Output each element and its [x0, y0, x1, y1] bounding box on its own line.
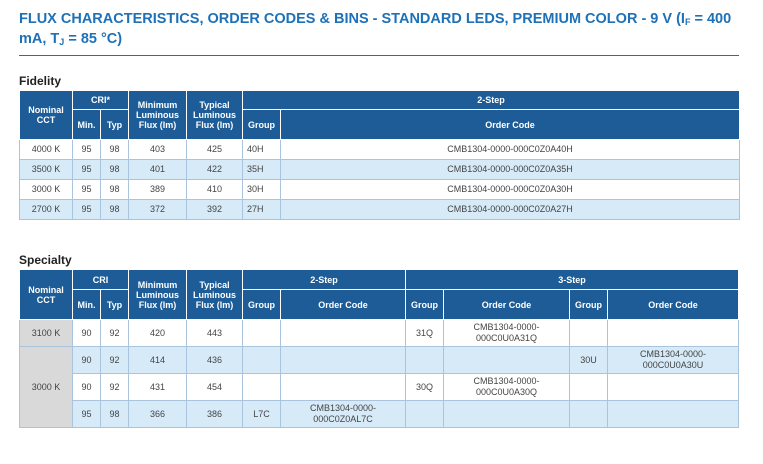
cct-cell: 3000 K — [20, 180, 73, 200]
group-3step-a-cell: 31Q — [406, 320, 444, 347]
col-group-3step-a: Group — [406, 290, 444, 320]
group-3step-b-cell — [570, 401, 608, 428]
group-2step-cell — [243, 374, 281, 401]
group-3step-a-cell — [406, 401, 444, 428]
typ-flux-cell: 422 — [187, 160, 243, 180]
col-order-code-3step-b: Order Code — [608, 290, 739, 320]
order-code-cell: CMB1304-0000-000C0Z0A35H — [281, 160, 740, 180]
min-flux-cell: 389 — [129, 180, 187, 200]
col-nominal-cct: Nominal CCT — [20, 91, 73, 140]
typ-flux-cell: 454 — [187, 374, 243, 401]
group-3step-b-cell — [570, 374, 608, 401]
cri-typ-cell: 98 — [101, 140, 129, 160]
typ-flux-cell: 410 — [187, 180, 243, 200]
col-cri-typ: Typ — [101, 290, 129, 320]
col-order-code: Order Code — [281, 110, 740, 140]
cri-typ-cell: 92 — [101, 374, 129, 401]
order-code-3step-a-cell: CMB1304-0000-000C0U0A30Q — [444, 374, 570, 401]
table-row — [20, 320, 739, 347]
cri-typ-cell: 98 — [101, 200, 129, 220]
table-row — [20, 200, 740, 220]
table-row — [20, 160, 740, 180]
order-code-3step-b-cell: CMB1304-0000-000C0U0A30U — [608, 347, 739, 374]
table-row — [20, 180, 740, 200]
cri-min-cell: 95 — [73, 140, 101, 160]
min-flux-cell: 366 — [129, 401, 187, 428]
fidelity-section-title: Fidelity — [19, 74, 62, 88]
order-code-3step-a-cell: CMB1304-0000-000C0U0A31Q — [444, 320, 570, 347]
specialty-table — [19, 269, 739, 428]
typ-flux-cell: 443 — [187, 320, 243, 347]
cri-min-cell: 90 — [73, 320, 101, 347]
typ-flux-cell: 425 — [187, 140, 243, 160]
group-2step-cell — [243, 347, 281, 374]
group-2step-cell: L7C — [243, 401, 281, 428]
table-row — [20, 401, 739, 428]
col-cri-min: Min. — [73, 290, 101, 320]
cri-min-cell: 90 — [73, 347, 101, 374]
title-divider — [19, 55, 739, 56]
col-min-flux: Minimum Luminous Flux (lm) — [129, 91, 187, 140]
order-code-2step-cell — [281, 374, 406, 401]
order-code-3step-a-cell — [444, 347, 570, 374]
cct-cell: 4000 K — [20, 140, 73, 160]
col-cri-min: Min. — [73, 110, 101, 140]
min-flux-cell: 401 — [129, 160, 187, 180]
typ-flux-cell: 392 — [187, 200, 243, 220]
cri-min-cell: 95 — [73, 200, 101, 220]
order-code-2step-cell — [281, 347, 406, 374]
min-flux-cell: 403 — [129, 140, 187, 160]
order-code-cell: CMB1304-0000-000C0Z0A40H — [281, 140, 740, 160]
col-three-step: 3-Step — [406, 270, 739, 290]
group-cell: 27H — [243, 200, 281, 220]
typ-flux-cell: 436 — [187, 347, 243, 374]
col-cri: CRI* — [73, 91, 129, 110]
cri-min-cell: 95 — [73, 180, 101, 200]
group-cell: 40H — [243, 140, 281, 160]
col-order-code-2step: Order Code — [281, 290, 406, 320]
cct-cell: 3100 K — [20, 320, 73, 347]
col-cri: CRI — [73, 270, 129, 290]
group-cell: 30H — [243, 180, 281, 200]
order-code-3step-b-cell — [608, 401, 739, 428]
cct-cell: 3000 K — [20, 347, 73, 428]
col-typ-flux: Typical Luminous Flux (lm) — [187, 91, 243, 140]
col-group: Group — [243, 110, 281, 140]
cri-min-cell: 95 — [73, 160, 101, 180]
cri-min-cell: 95 — [73, 401, 101, 428]
cri-typ-cell: 98 — [101, 401, 129, 428]
order-code-cell: CMB1304-0000-000C0Z0A30H — [281, 180, 740, 200]
col-nominal-cct: Nominal CCT — [20, 270, 73, 320]
group-3step-b-cell — [570, 320, 608, 347]
cri-typ-cell: 92 — [101, 320, 129, 347]
specialty-section-title: Specialty — [19, 253, 72, 267]
col-two-step: 2-Step — [243, 91, 740, 110]
fidelity-table — [19, 90, 740, 220]
cri-typ-cell: 98 — [101, 160, 129, 180]
order-code-2step-cell: CMB1304-0000-000C0Z0AL7C — [281, 401, 406, 428]
table-row — [20, 140, 740, 160]
group-cell: 35H — [243, 160, 281, 180]
order-code-2step-cell — [281, 320, 406, 347]
order-code-3step-b-cell — [608, 374, 739, 401]
min-flux-cell: 420 — [129, 320, 187, 347]
col-typ-flux: Typical Luminous Flux (lm) — [187, 270, 243, 320]
min-flux-cell: 372 — [129, 200, 187, 220]
table-row — [20, 347, 739, 374]
order-code-3step-a-cell — [444, 401, 570, 428]
cri-min-cell: 90 — [73, 374, 101, 401]
cri-typ-cell: 98 — [101, 180, 129, 200]
typ-flux-cell: 386 — [187, 401, 243, 428]
col-two-step: 2-Step — [243, 270, 406, 290]
col-group-3step-b: Group — [570, 290, 608, 320]
group-3step-a-cell — [406, 347, 444, 374]
min-flux-cell: 414 — [129, 347, 187, 374]
col-group-2step: Group — [243, 290, 281, 320]
page-title: FLUX CHARACTERISTICS, ORDER CODES & BINS - STANDARD LEDS, PREMIUM COLOR - 9 V ($I_F = 400$ mA, $T_J = 85$ °C) — [19, 11, 732, 47]
order-code-cell: CMB1304-0000-000C0Z0A27H — [281, 200, 740, 220]
cri-typ-cell: 92 — [101, 347, 129, 374]
group-2step-cell — [243, 320, 281, 347]
table-row — [20, 374, 739, 401]
cct-cell: 2700 K — [20, 200, 73, 220]
order-code-3step-b-cell — [608, 320, 739, 347]
col-order-code-3step-a: Order Code — [444, 290, 570, 320]
group-3step-b-cell: 30U — [570, 347, 608, 374]
col-cri-typ: Typ — [101, 110, 129, 140]
min-flux-cell: 431 — [129, 374, 187, 401]
group-3step-a-cell: 30Q — [406, 374, 444, 401]
cct-cell: 3500 K — [20, 160, 73, 180]
col-min-flux: Minimum Luminous Flux (lm) — [129, 270, 187, 320]
